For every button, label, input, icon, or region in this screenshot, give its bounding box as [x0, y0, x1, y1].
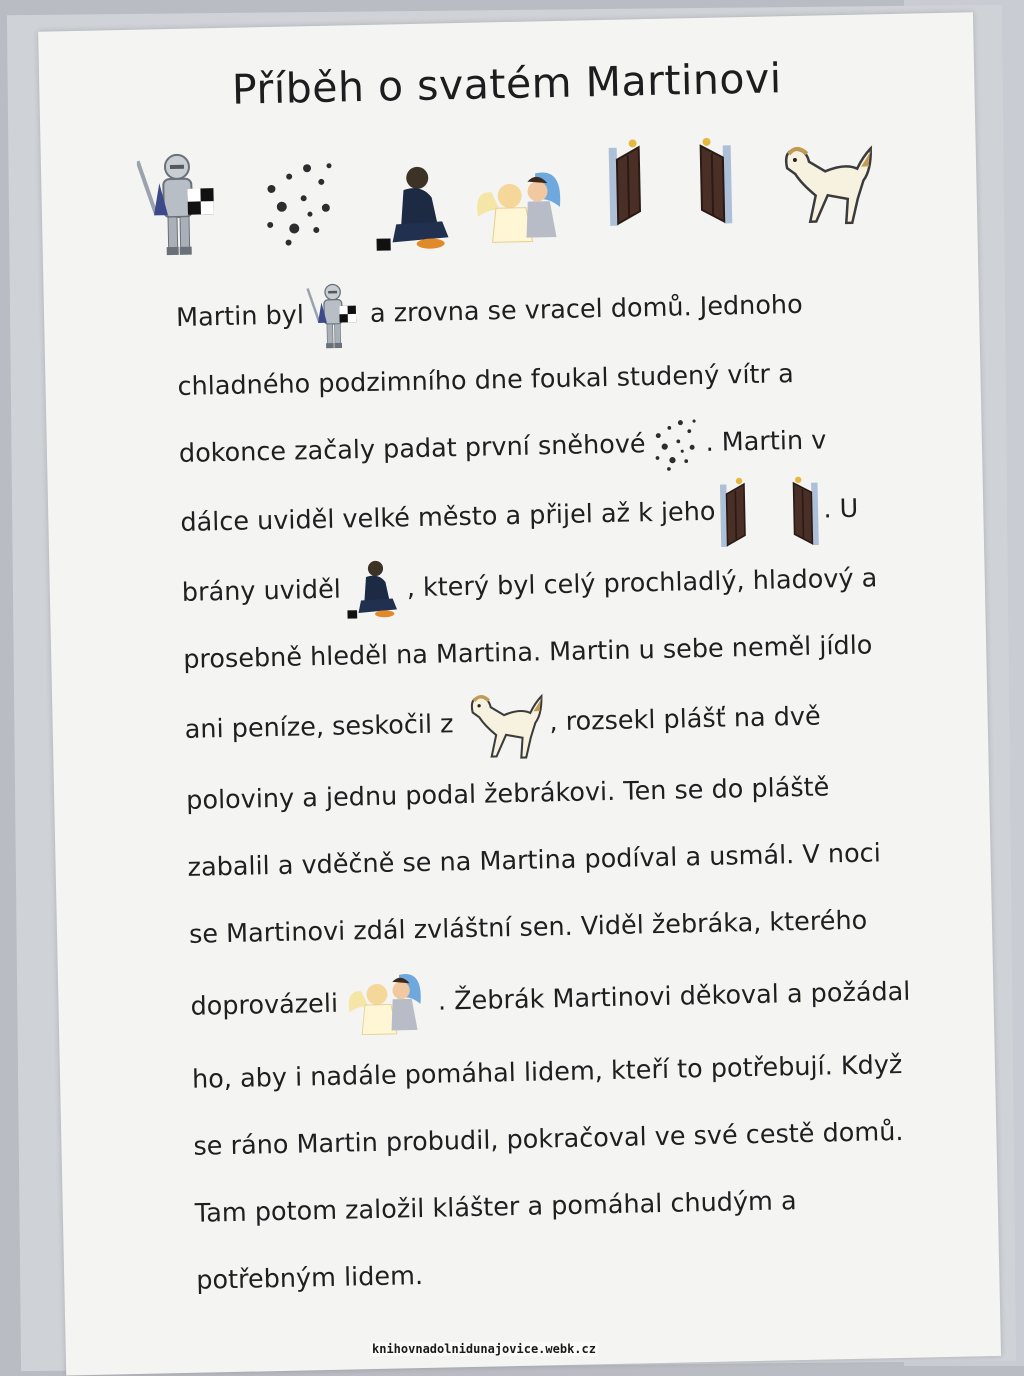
- story-text: [175, 269, 916, 1315]
- picture-key-row: [136, 124, 898, 260]
- snowflakes-icon: [647, 416, 704, 473]
- story-segment: . U brány uviděl: [181, 493, 859, 608]
- beggar-icon: [369, 163, 461, 255]
- snowflakes-icon: [259, 158, 341, 250]
- story-segment: Martin byl: [175, 300, 305, 333]
- story-segment: , který byl celý prochladlý, hladový a prosebně hleděl na Martina. Martin u sebe neměl jídlo ani peníze, seskočil z: [182, 563, 878, 745]
- story-segment: . Martin v dálce uviděl velké město a přijel až k jeho: [180, 425, 827, 538]
- knight-icon: [137, 148, 219, 260]
- worksheet-title: Příběh o svatém Martinovi: [231, 54, 783, 114]
- horse-icon: [455, 686, 549, 762]
- horse-icon: [766, 136, 878, 228]
- city-gate-icon: [717, 474, 822, 548]
- beggar-icon: [342, 558, 405, 621]
- angels-icon: [339, 964, 437, 1044]
- city-gate-icon: [604, 135, 736, 228]
- angels-icon: [471, 161, 573, 253]
- story-segment: . Žebrák Martinovi děkoval a požádal ho, aby i nadále pomáhal lidem, kteří to potřebují. Když se ráno Martin probudil, pokračoval ve své cestě domů. Tam potom založil klášter a pomáhal chudým a potřebným lidem.: [191, 976, 911, 1296]
- story-segment: a zrovna se vracel domů. Jednoho chladného podzimního dne foukal studený vítr a dokonce začaly padat první sněhové: [177, 289, 803, 469]
- knight-icon: [305, 280, 360, 351]
- source-watermark[interactable]: knihovnadolnidunajovice.webk.cz: [372, 1342, 596, 1356]
- story-segment: , rozsekl plášť na dvě poloviny a jednu podal žebrákovi. Ten se do pláště zabalil a vděčně se na Martina podíval a usmál. V noci se Martinovi zdál zvláštní sen. Viděl žebráka, kterého doprovázeli: [185, 701, 882, 1022]
- worksheet-page: [38, 12, 1001, 1375]
